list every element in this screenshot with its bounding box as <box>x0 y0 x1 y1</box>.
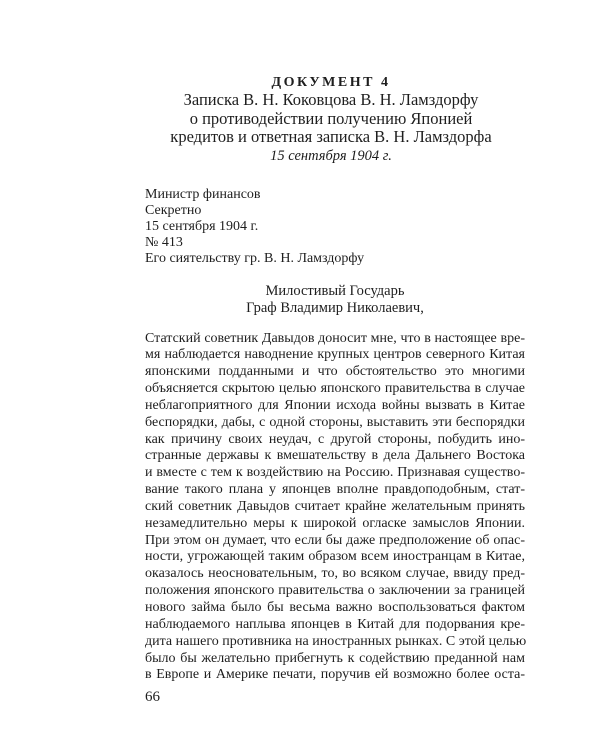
body-line: Статский советник Давыдов доносит мне, что в настоящее вре- <box>145 330 525 346</box>
body-line: незамедлительно меры к широкой огласке замыслов Японии. <box>145 515 525 531</box>
body-line: При этом он думает, что если бы даже предположение об опас- <box>145 532 525 548</box>
body-line: нового займа было бы весьма важно воспользоваться фактом <box>145 600 525 615</box>
letter-header <box>145 187 364 267</box>
letter-number: № 413 <box>145 235 183 250</box>
body-line: положения японского правительства о заключении за границей <box>145 583 525 599</box>
letter-date: 15 сентября 1904 г. <box>145 219 259 234</box>
body-line: японскими подданными и что обстоятельство это многими <box>145 364 525 380</box>
classification: Секретно <box>145 203 202 218</box>
body-line: оказалось неосновательным, то, во всяком случае, ввиду пред- <box>145 566 525 582</box>
addressee: Его сиятельству гр. В. Н. Ламздорфу <box>145 251 365 266</box>
sender: Министр финансов <box>145 187 261 202</box>
salutation-line: Милостивый Государь <box>265 282 405 299</box>
body-line: беспорядки, дабы, с одной стороны, выставить эти беспорядки <box>145 414 525 430</box>
body-line: неблагоприятного для Японии исхода войны вызвать в Китае <box>145 397 525 413</box>
page-number: 66 <box>145 689 160 705</box>
body-line: в Европе и Америке печати, поручив ей возможно более оста- <box>145 667 525 683</box>
title-line: кредитов и ответная записка В. Н. Ламздорфа <box>170 127 492 147</box>
body-line: ский советник Давыдов считает крайне желательным принять <box>145 498 525 514</box>
salutation <box>145 283 525 317</box>
document-date: 15 сентября 1904 г. <box>270 148 392 165</box>
body-line: было бы желательно прибегнуть к содействию преданной нам <box>145 650 525 666</box>
body-line: ности, угрожающей таким образом всем иностранцам в Китае, <box>145 549 525 565</box>
body-line: наблюдаемого наплыва японцев в Китай для подорвания кре- <box>145 616 525 632</box>
document-title <box>131 91 531 166</box>
body-line: объясняется скрытою целью японского правительства в случае <box>145 381 525 397</box>
body-line: как причину своих неудач, с другой стороны, побудить ино- <box>145 431 525 447</box>
body-line: мя наблюдается наводнение крупных центров северного Китая <box>145 347 525 363</box>
salutation-line: Граф Владимир Николаевич, <box>246 299 424 316</box>
body-line: дита нашего противника на иностранных рынках. С этой целью <box>145 633 527 649</box>
body-line: странные державы к вмешательству в дела Дальнего Востока <box>145 448 525 464</box>
body-text <box>145 331 525 685</box>
title-line: Записка В. Н. Коковцова В. Н. Ламздорфу <box>183 90 479 109</box>
body-line: вание такого плана у японцев вполне правдоподобным, стат- <box>145 482 525 498</box>
body-line: и вместе с тем к воздействию на Россию. Признавая существо- <box>145 465 525 481</box>
title-line: о противодействии получению Японией <box>189 108 473 128</box>
document-label: ДОКУМЕНТ 4 <box>271 75 391 90</box>
